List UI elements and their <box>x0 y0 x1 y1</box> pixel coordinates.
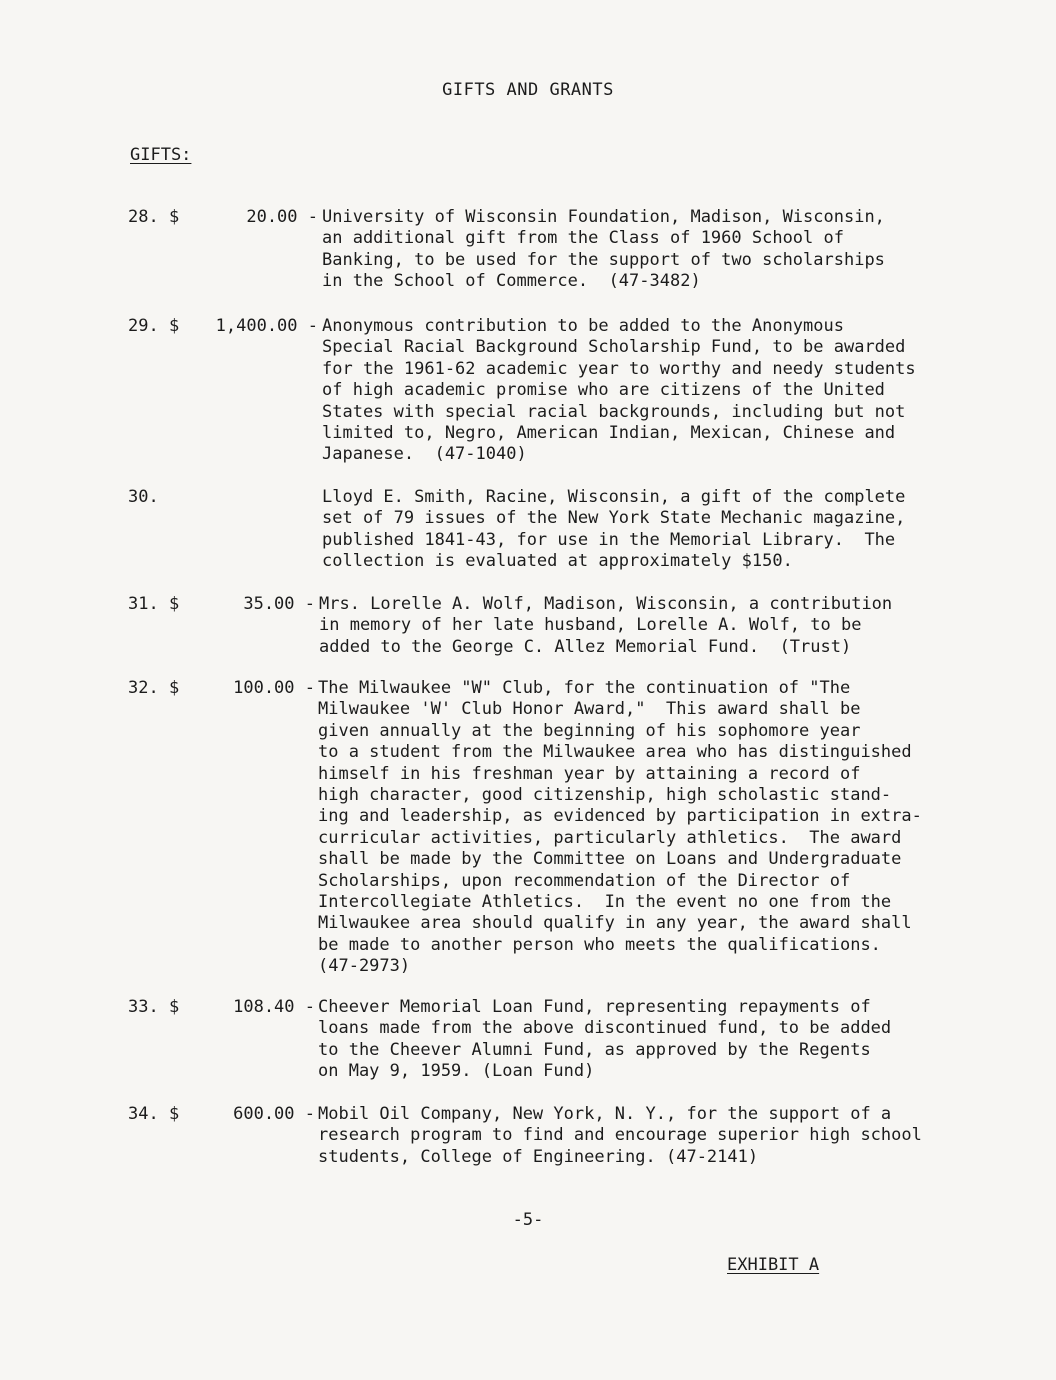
entry-text: University of Wisconsin Foundation, Madison, Wisconsin, an additional gift from the Class of 1960 School of Banking, to be used for the support of two scholarships in the School of Commerce. (47-3482) <box>322 207 885 292</box>
entry-amount: 1,400.00 - <box>215 316 318 336</box>
entry-amount: 20.00 - <box>246 207 318 227</box>
entry-text: Lloyd E. Smith, Racine, Wisconsin, a gift of the complete set of 79 issues of the New York State Mechanic magazine, published 1841-43, for use in the Memorial Library. The collection is evaluated at approximately $150. <box>322 487 906 572</box>
page-number: -5- <box>512 1210 544 1230</box>
entry-text: Anonymous contribution to be added to the Anonymous Special Racial Background Scholarship Fund, to be awarded for the 1961-62 academic year to worthy and needy students of high academic promise who are citizens of the United States with special racial backgrounds, including but not limited to, Negro, American Indian, Mexican, Chinese and Japanese. (47-1040) <box>322 316 916 465</box>
entry-number: 33. $ <box>128 997 180 1017</box>
entry-text: The Milwaukee "W" Club, for the continuation of "The Milwaukee 'W' Club Honor Award," This award shall be given annually at the beginning of his sophomore year to a student from the Milwaukee area who has distinguished himself in his freshman year by attaining a record of high character, good citizenship, high scholastic stand- ing and leadership, as evidenced by participation in extra- curricular activities, particularly athletics. The award shall be made by the Committee on Loans and Undergraduate Scholarships, upon recommendation of the Director of Intercollegiate Athletics. In the event no one from the Milwaukee area should qualify in any year, the award shall be made to another person who meets the qualifications. (47-2973) <box>318 678 922 977</box>
entry-text: Mrs. Lorelle A. Wolf, Madison, Wisconsin, a contribution in memory of her late husband, Lorelle A. Wolf, to be added to the George C. Allez Memorial Fund. (Trust) <box>319 594 893 657</box>
entry-amount: 600.00 - <box>233 1104 315 1124</box>
section-label-gifts: GIFTS: <box>130 145 192 165</box>
exhibit-label: EXHIBIT A <box>727 1255 820 1275</box>
entry-number: 28. $ <box>128 207 180 227</box>
entry-number: 30. <box>128 487 159 507</box>
entry-amount: 100.00 - <box>233 678 315 698</box>
entry-amount: 35.00 - <box>243 594 315 614</box>
entry-text: Cheever Memorial Loan Fund, representing repayments of loans made from the above discontinued fund, to be added to the Cheever Alumni Fund, as approved by the Regents on May 9, 1959. (Loan Fund) <box>318 997 892 1082</box>
entry-number: 29. $ <box>128 316 180 336</box>
entry-amount: 108.40 - <box>233 997 315 1017</box>
page-title: GIFTS AND GRANTS <box>442 80 614 100</box>
entry-text: Mobil Oil Company, New York, N. Y., for the support of a research program to find and encourage superior high school students, College of Engineering. (47-2141) <box>318 1104 922 1167</box>
entry-number: 31. $ <box>128 594 180 614</box>
entry-number: 32. $ <box>128 678 180 698</box>
entry-number: 34. $ <box>128 1104 180 1124</box>
